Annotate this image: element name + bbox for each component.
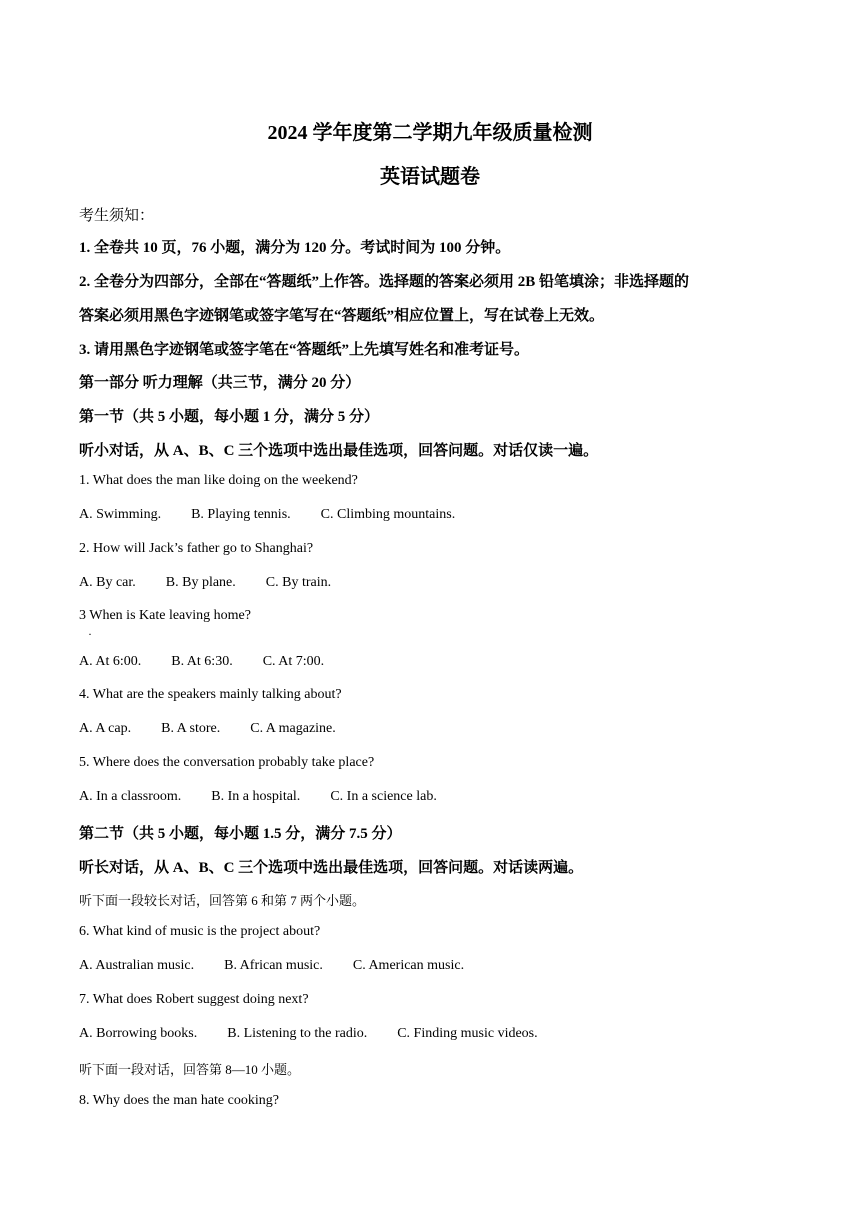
option-c: C. By train. [265, 575, 332, 590]
option-c: C. In a science lab. [330, 789, 437, 804]
question-4-options [79, 721, 366, 737]
stray-dot: · [88, 627, 92, 641]
option-c: C. At 7:00. [262, 654, 325, 669]
option-b: B. Listening to the radio. [227, 1026, 368, 1041]
exam-title: 2024 学年度第二学期九年级质量检测 [267, 122, 593, 144]
question-5: 5. Where does the conversation probably take place? [79, 755, 375, 770]
notice-item-2: 2. 全卷分为四部分，全部在“答题纸”上作答。选择题的答案必须用 2B 铅笔填涂；非选择题的 [79, 274, 690, 290]
option-a: A. Swimming. [79, 507, 162, 522]
option-a: A. A cap. [79, 721, 132, 736]
notice-item-3: 3. 请用黑色字迹钢笔或签字笔在“答题纸”上先填写姓名和准考证号。 [79, 342, 530, 358]
question-5-options [79, 789, 467, 805]
notice-heading: 考生须知： [79, 208, 155, 224]
question-7: 7. What does Robert suggest doing next? [79, 992, 309, 1007]
section1-heading: 第一节（共 5 小题，每小题 1 分，满分 5 分） [79, 409, 380, 425]
question-3-options [79, 654, 354, 670]
question-6-options [79, 958, 494, 974]
question-1-options [79, 507, 485, 523]
option-a: A. In a classroom. [79, 789, 182, 804]
option-a: A. Australian music. [79, 958, 195, 973]
question-2-options [79, 575, 361, 591]
question-1: 1. What does the man like doing on the weekend? [79, 473, 358, 488]
option-b: B. Playing tennis. [191, 507, 291, 522]
option-a: A. At 6:00. [79, 654, 142, 669]
option-b: B. By plane. [165, 575, 236, 590]
option-a: A. Borrowing books. [79, 1026, 198, 1041]
option-c: C. Climbing mountains. [320, 507, 456, 522]
option-a: A. By car. [79, 575, 136, 590]
question-3: 3 When is Kate leaving home? [79, 608, 251, 623]
option-b: B. In a hospital. [211, 789, 301, 804]
option-b: B. At 6:30. [171, 654, 233, 669]
option-c: C. A magazine. [250, 721, 336, 736]
section2-heading: 第二节（共 5 小题，每小题 1.5 分，满分 7.5 分） [79, 826, 402, 842]
question-2: 2. How will Jack’s father go to Shanghai? [79, 541, 314, 556]
notice-item-2-cont: 答案必须用黑色字迹钢笔或签字笔写在“答题纸”相应位置上，写在试卷上无效。 [79, 308, 605, 324]
question-6: 6. What kind of music is the project about? [79, 924, 321, 939]
option-b: B. A store. [161, 721, 221, 736]
question-7-options [79, 1026, 568, 1042]
section2-note-2: 听下面一段对话，回答第 8—10 小题。 [79, 1062, 301, 1077]
section2-note-1: 听下面一段较长对话，回答第 6 和第 7 两个小题。 [79, 893, 366, 908]
notice-item-1: 1. 全卷共 10 页，76 小题，满分为 120 分。考试时间为 100 分钟。 [79, 240, 511, 256]
section1-instruction: 听小对话，从 A、B、C 三个选项中选出最佳选项，回答问题。对话仅读一遍。 [79, 443, 599, 459]
section2-instruction: 听长对话，从 A、B、C 三个选项中选出最佳选项，回答问题。对话读两遍。 [79, 860, 584, 876]
question-8: 8. Why does the man hate cooking? [79, 1093, 279, 1108]
option-c: C. American music. [352, 958, 465, 973]
exam-subtitle: 英语试题卷 [380, 166, 480, 188]
question-4: 4. What are the speakers mainly talking about? [79, 687, 342, 702]
part1-heading: 第一部分 听力理解（共三节，满分 20 分） [79, 375, 361, 391]
option-c: C. Finding music videos. [397, 1026, 538, 1041]
option-b: B. African music. [224, 958, 323, 973]
